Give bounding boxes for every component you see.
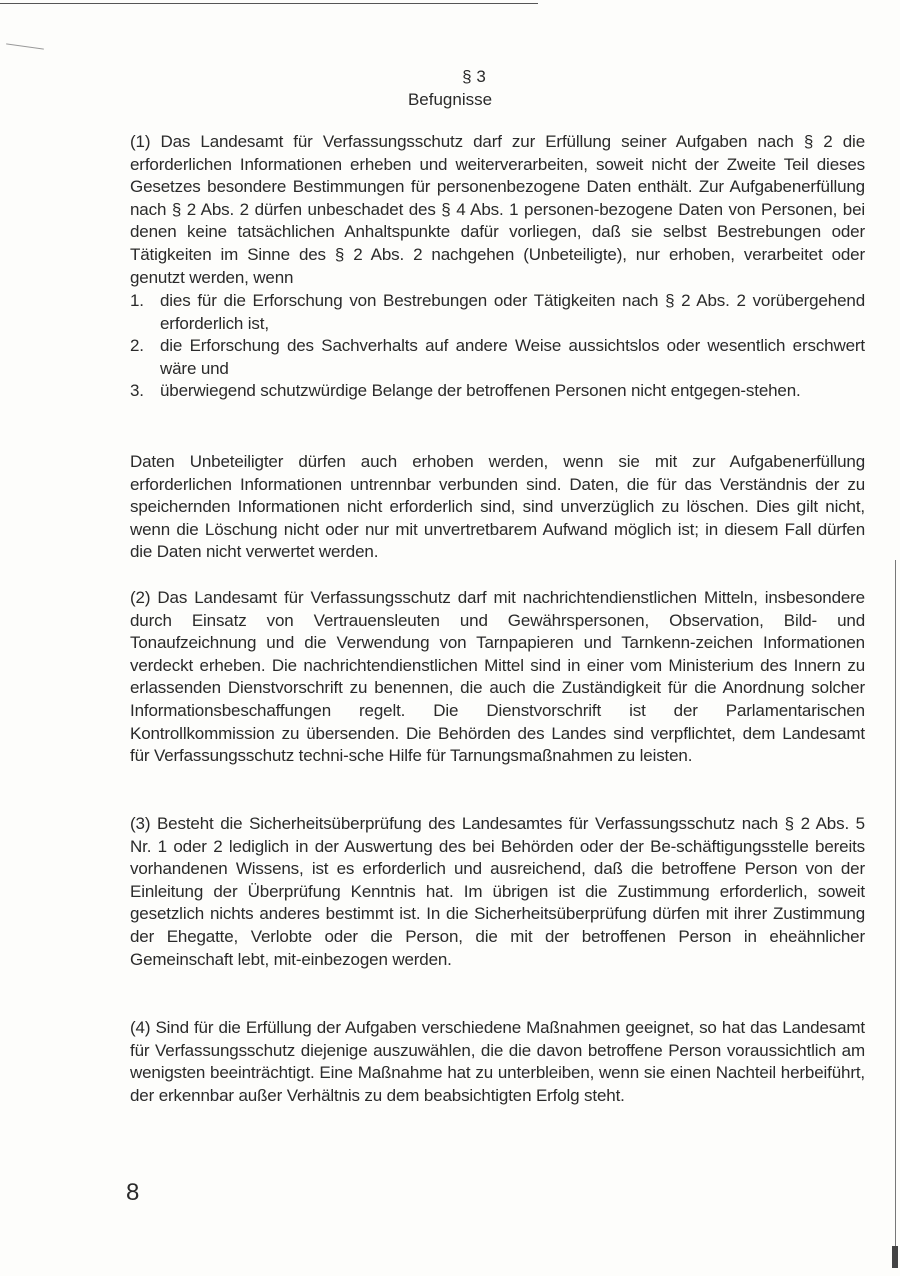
list-item (130, 335, 865, 380)
binder-mark (892, 1246, 898, 1268)
list-item-text: die Erforschung des Sachverhalts auf andere Weise aussichtslos oder wesentlich erschwert wäre und (160, 336, 865, 378)
list-item (130, 380, 865, 403)
list-item-number: 3. (130, 381, 144, 401)
list-item-text: dies für die Erforschung von Bestrebungen oder Tätigkeiten nach § 2 Abs. 2 vorübergehend erforderlich ist, (160, 291, 865, 333)
paragraph-3: (3) Besteht die Sicherheitsüberprüfung des Landesamtes für Verfassungsschutz nach § 2 Abs. 5 Nr. 1 oder 2 lediglich in der Auswertung des bei Behörden oder der Be-schäftigungsstelle bereits vorhandenen Wissens, ist es erforderlich und ausreichend, daß die betroffene Person von der Einleitung der Überprüfung Kenntnis hat. Im übrigen ist die Zustimmung erforderlich, soweit gesetzlich nichts anderes bestimmt ist. In die Sicherheitsüberprüfung dürfen mit ihrer Zustimmung der Ehegatte, Verlobte oder die Person, die mit der betroffenen Person in eheähnlicher Gemeinschaft lebt, mit-einbezogen werden. (130, 814, 865, 969)
paragraph-unbeteiligte: Daten Unbeteiligter dürfen auch erhoben werden, wenn sie mit zur Aufgabenerfüllung erforderlichen Informationen untrennbar verbunden sind. Daten, die für das Verständnis der zu speichernden Informationen nicht erforderlich sind, sind unverzüglich zu löschen. Dies gilt nicht, wenn die Löschung nicht oder nur mit unvertretbarem Aufwand möglich ist; in diesem Fall dürfen die Daten nicht verwertet werden. (130, 452, 865, 562)
condition-list (130, 290, 865, 403)
page-number: 8 (126, 1179, 140, 1206)
scan-mark (6, 43, 44, 49)
paragraph-2: (2) Das Landesamt für Verfassungsschutz darf mit nachrichtendienstlichen Mitteln, insbesondere durch Einsatz von Vertrauensleuten und Gewährspersonen, Observation, Bild- und Tonaufzeichnung und die Verwendung von Tarnpapieren und Tarnkenn-zeichen Informationen verdeckt erheben. Die nachrichtendienstlichen Mittel sind in einer vom Ministerium des Innern zu erlassenden Dienstvorschrift zu benennen, die auch die Zuständigkeit für die Anordnung solcher Informationsbeschaffungen regelt. Die Dienstvorschrift ist der Parlamentarischen Kontrollkommission zu übersenden. Die Behörden des Landes sind verpflichtet, dem Landesamt für Verfassungsschutz techni-sche Hilfe für Tarnungsmaßnahmen zu leisten. (130, 588, 865, 766)
list-item (130, 290, 865, 335)
paragraph-4: (4) Sind für die Erfüllung der Aufgaben verschiedene Maßnahmen geeignet, so hat das Landesamt für Verfassungsschutz diejenige auszuwählen, die die davon betroffene Person voraussichtlich am wenigsten beeinträchtigt. Eine Maßnahme hat zu unterbleiben, wenn sie einen Nachteil herbeiführt, der erkennbar außer Verhältnis zu dem beabsichtigten Erfolg steht. (130, 1018, 865, 1105)
top-rule (0, 3, 538, 4)
list-item-text: überwiegend schutzwürdige Belange der betroffenen Personen nicht entgegen-stehen. (160, 381, 801, 401)
list-item-number: 1. (130, 291, 144, 310)
list-item-number: 2. (130, 336, 144, 356)
right-edge-rule (895, 560, 896, 1260)
paragraph-1: (1) Das Landesamt für Verfassungsschutz darf zur Erfüllung seiner Aufgaben nach § 2 die erforderlichen Informationen erheben und weiterverarbeiten, soweit nicht der Zweite Teil dieses Gesetzes besondere Bestimmungen für personenbezogene Daten enthält. Zur Aufgabenerfüllung nach § 2 Abs. 2 dürfen unbeschadet des § 4 Abs. 1 personen-bezogene Daten von Personen, bei denen keine tatsächlichen Anhaltspunkte dafür vorliegen, daß sie selbst Bestrebungen oder Tätigkeiten im Sinne des § 2 Abs. 2 nachgehen (Unbeteiligte), nur erhoben, verarbeitet oder genutzt werden, wenn (130, 132, 865, 287)
section-title: Befugnisse (407, 90, 493, 109)
section-number: § 3 (462, 67, 486, 86)
